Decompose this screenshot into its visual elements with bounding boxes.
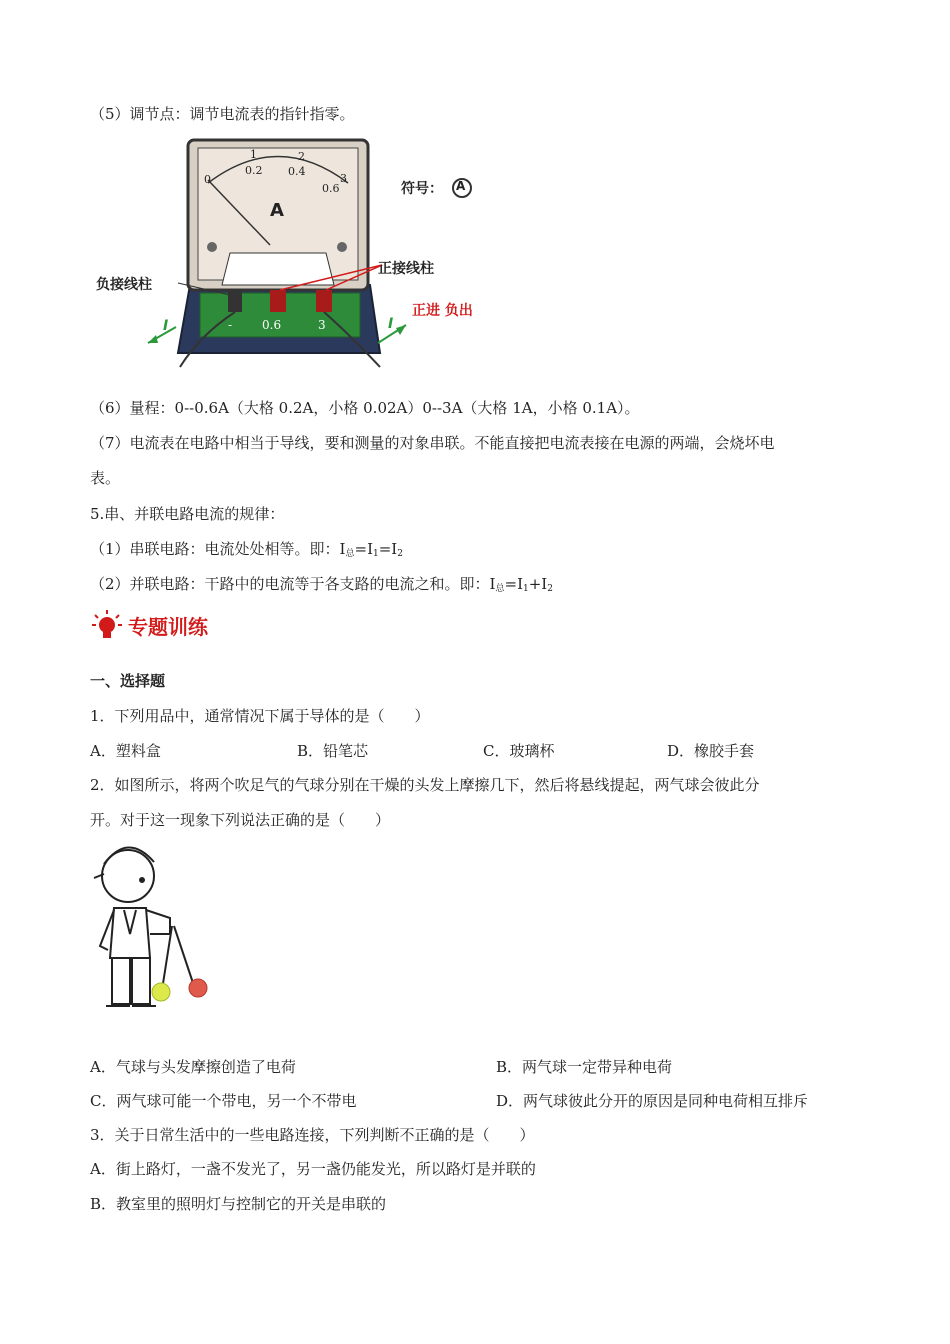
negative-terminal-label: 负接线柱 — [96, 277, 152, 293]
text-parallel-circuit: （2）并联电路：干路中的电流等于各支路的电流之和。即：$I_总=I_1+I_2$ — [90, 575, 553, 594]
terminal-label-3: 3 — [318, 318, 326, 332]
text-series-circuit: （1）串联电路：电流处处相等。即：$I_总=I_1=I_2$ — [90, 540, 403, 559]
scale-sub-label-1: 0.2 — [245, 164, 263, 177]
q2-option-c: C．两气球可能一个带电，另一个不带电 — [90, 1092, 357, 1110]
scale-label-3: 3 — [340, 172, 347, 185]
positive-terminal-label: 正接线柱 — [378, 261, 434, 277]
q3-stem: 3．关于日常生活中的一些电路连接，下列判断不正确的是（ ） — [90, 1126, 535, 1144]
text-adjust-point: （5）调节点：调节电流表的指针指零。 — [90, 105, 355, 123]
q1-option-a: A．塑料盒 — [90, 742, 161, 760]
scale-label-0: 0 — [204, 173, 211, 186]
part-heading: 一、选择题 — [90, 672, 166, 690]
q2-stem-a: 2．如图所示，将两个吹足气的气球分别在干燥的头发上摩擦几下，然后将悬线提起，两气球会彼此分 — [90, 776, 760, 794]
q2-stem-b: 开。对于这一现象下列说法正确的是（ ） — [90, 811, 391, 829]
q2-option-b: B．两气球一定带异种电荷 — [496, 1058, 673, 1076]
terminal-label-neg: - — [228, 318, 233, 332]
boy-balloons-figure — [88, 838, 218, 1020]
q2-option-d: D．两气球彼此分开的原因是同种电荷相互排斥 — [496, 1092, 809, 1110]
symbol-label: 符号： — [401, 181, 443, 197]
q1-option-b: B．铅笔芯 — [297, 742, 369, 760]
scale-label-1: 1 — [250, 148, 257, 161]
q3-option-a: A．街上路灯，一盏不发光了，另一盏仍能发光，所以路灯是并联的 — [90, 1160, 536, 1178]
text-range: （6）量程：0--0.6A（大格 0.2A，小格 0.02A）0--3A（大格 1A，小格 0.1A）。 — [90, 399, 640, 417]
text-current-rules: 5.串、并联电路电流的规律： — [90, 505, 285, 523]
current-arrow-left-label: I — [163, 318, 169, 334]
current-arrow-right-label: I — [388, 316, 394, 332]
q3-option-b: B．教室里的照明灯与控制它的开关是串联的 — [90, 1195, 387, 1213]
scale-sub-label-3: 0.6 — [322, 182, 340, 195]
q1-option-d: D．橡胶手套 — [667, 742, 755, 760]
section-heading — [90, 608, 208, 642]
text-series-connection-b: 表。 — [90, 469, 121, 487]
text-series-connection-a: （7）电流表在电路中相当于导线，要和测量的对象串联。不能直接把电流表接在电源的两端，会烧坏电 — [90, 434, 775, 452]
q1-option-c: C．玻璃杯 — [483, 742, 555, 760]
terminal-label-06: 0.6 — [262, 318, 282, 332]
scale-label-2: 2 — [298, 150, 305, 163]
scale-sub-label-2: 0.4 — [288, 165, 306, 178]
q2-option-a: A．气球与头发摩擦创造了电荷 — [90, 1058, 296, 1076]
unit-letter: A — [270, 200, 284, 221]
current-rule-label: 正进 负出 — [412, 303, 473, 319]
symbol-letter: A — [456, 179, 466, 193]
lightbulb-icon — [90, 608, 124, 642]
q1-stem: 1．下列用品中，通常情况下属于导体的是（ ） — [90, 707, 430, 725]
section-title: 专题训练 — [128, 614, 208, 639]
